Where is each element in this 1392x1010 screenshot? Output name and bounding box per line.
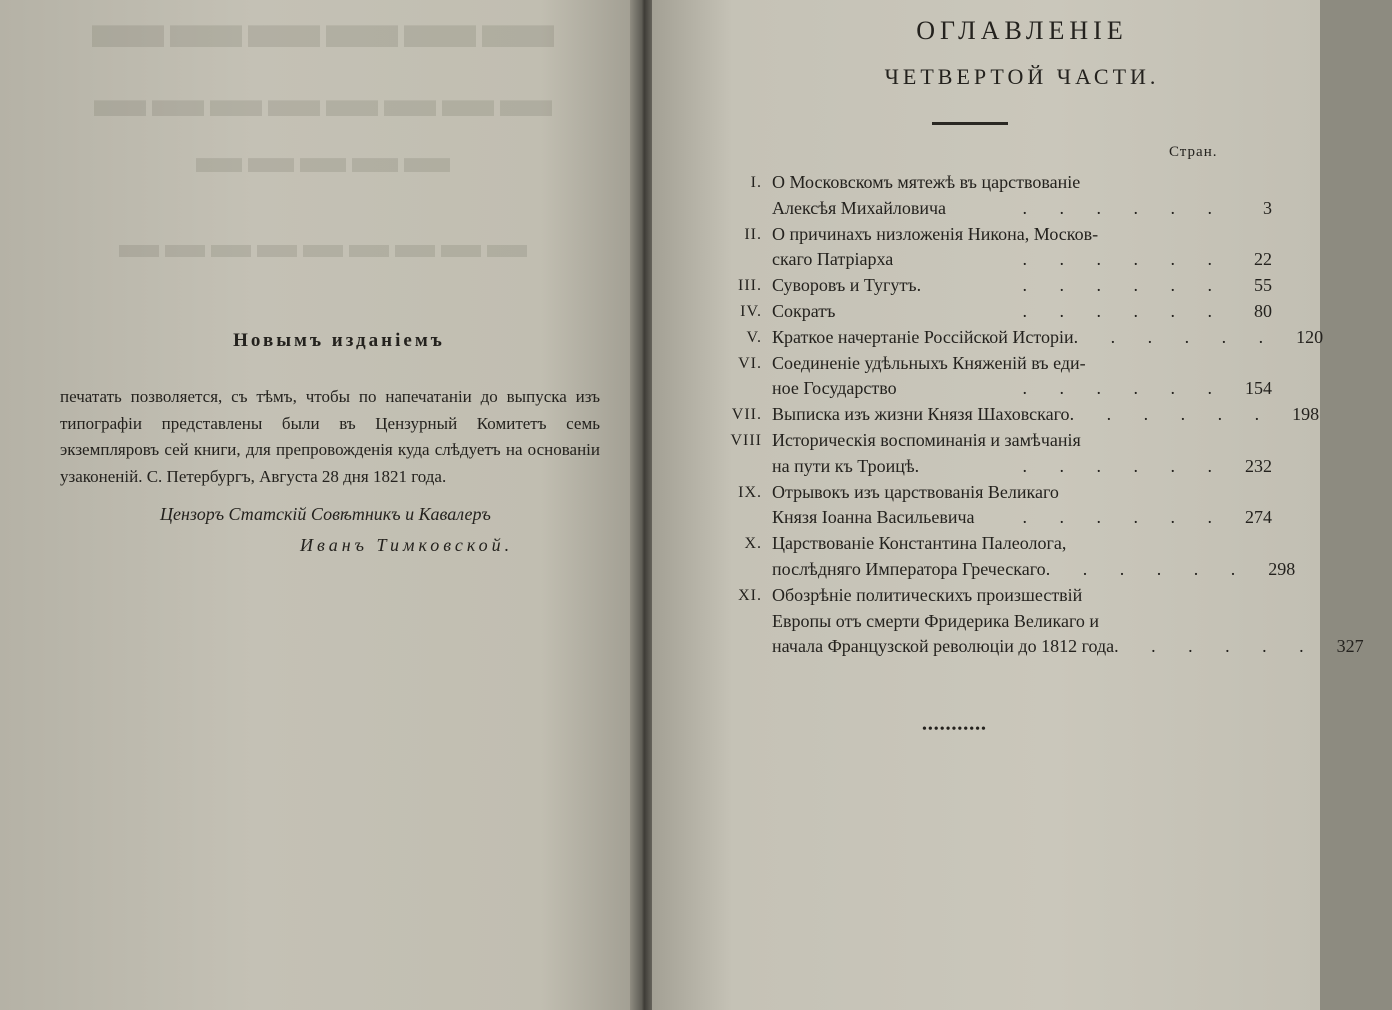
toc-entry xyxy=(692,402,1320,428)
toc-entry-line xyxy=(772,222,1272,248)
censor-heading: Новымъ изданіемъ xyxy=(233,330,445,351)
dot-leader: . . . . . . xyxy=(1022,197,1226,218)
toc-entry-text: Выписка изъ жизни Князя Шаховскаго xyxy=(772,404,1070,425)
toc-entry xyxy=(692,531,1296,583)
toc-entry-line xyxy=(772,402,1319,428)
page-column-label: Стран. xyxy=(1169,144,1218,160)
toc-page-number: 154 xyxy=(1245,378,1272,399)
dot-leader: . . . . . . xyxy=(1069,404,1274,425)
bleed-through-decoration: ▬▬▬▬▬ xyxy=(190,131,450,182)
toc-entry-number: X. xyxy=(744,535,762,553)
toc-page-number: 3 xyxy=(1263,197,1272,218)
dot-leader: . . . . . . xyxy=(1022,300,1226,321)
toc-entry-line xyxy=(772,170,1272,196)
toc-entry-line xyxy=(772,505,1272,531)
toc-page-number: 198 xyxy=(1292,404,1320,425)
toc-entry-line xyxy=(772,609,1364,635)
toc-entry-line xyxy=(772,557,1295,583)
toc-entry-text: Отрывокъ изъ царствованія Великаго xyxy=(772,481,1059,502)
toc-entry-number: II. xyxy=(744,225,762,243)
toc-subtitle: ЧЕТВЕРТОЙ ЧАСТИ. xyxy=(884,64,1160,89)
censorship-permission xyxy=(50,330,600,556)
dot-leader: . . . . . . xyxy=(1022,507,1226,528)
toc-entry-line xyxy=(772,634,1364,660)
toc-entry-line xyxy=(772,299,1272,325)
toc-entry-text: ное Государство xyxy=(772,378,897,399)
toc-entry-text: Царствованіе Константина Палеолога, xyxy=(772,533,1067,554)
toc-entry xyxy=(692,325,1324,351)
toc-entry-number: V. xyxy=(746,328,762,346)
toc-entry-text: послѣдняго Императора Греческаго xyxy=(772,558,1046,579)
toc-entry xyxy=(692,428,1272,480)
toc-entry-text: Суворовъ и Тугутъ. xyxy=(772,275,922,296)
toc-entry xyxy=(692,299,1272,325)
toc-entry-line xyxy=(772,454,1272,480)
toc-entry-text: Алексѣя Михайловича xyxy=(772,197,946,218)
bleed-through-decoration: ▬▬▬▬▬▬▬▬ xyxy=(88,71,552,128)
dot-leader: . . . . . . xyxy=(1022,378,1226,399)
left-page xyxy=(0,0,636,1010)
toc-page-number: 80 xyxy=(1254,300,1272,321)
toc-entry-line xyxy=(772,247,1272,273)
toc-entry-number: III. xyxy=(738,277,762,295)
toc-entry-line xyxy=(772,376,1272,402)
dot-leader: . . . . . . xyxy=(1022,455,1226,476)
toc-entry-text: начала Французской революціи до 1812 года xyxy=(772,636,1115,657)
toc-entry-text: Европы отъ смерти Фридерика Великаго и xyxy=(772,610,1100,631)
toc-page-number: 232 xyxy=(1245,455,1272,476)
toc-entry-text: Сократъ xyxy=(772,300,836,321)
bleed-through-decoration: ▬▬▬▬▬▬▬▬▬ xyxy=(113,221,527,266)
toc-entry-line xyxy=(772,196,1272,222)
toc-entry-text: Соединеніе удѣльныхъ Княженій въ еди- xyxy=(772,352,1086,373)
permission-text: печатать позволяется, съ тѣмъ, чтобы по напечатаніи до выпуска изъ типографіи представлены были въ Цензурный Комитетъ семь экземпляровъ сей книги, для препровожденія куда слѣдуетъ на основаніи узаконеній. С. Петербургъ, Августа 28 дня 1821 года. xyxy=(60,387,600,486)
toc-entry-line xyxy=(772,325,1323,351)
toc-page-number: 120 xyxy=(1296,326,1324,347)
toc-entry-number: VIII xyxy=(730,431,762,449)
dot-leader: . . . . . . xyxy=(1073,326,1278,347)
toc-entry-line xyxy=(772,480,1272,506)
toc-entry-line xyxy=(772,531,1295,557)
toc-entry-number: IV. xyxy=(740,302,762,320)
toc-page-number: 55 xyxy=(1254,275,1272,296)
bleed-through-decoration: ▬▬▬▬▬▬ xyxy=(86,0,554,63)
toc-entry xyxy=(692,222,1272,274)
toc-title: ОГЛАВЛЕНІЕ xyxy=(916,16,1128,45)
toc-entry-number: VI. xyxy=(738,354,762,372)
toc-entry-text: Историческія воспоминанія и замѣчанія xyxy=(772,429,1081,450)
title-rule xyxy=(932,122,1008,125)
toc-entry-text: О причинахъ низложенія Никона, Москов- xyxy=(772,223,1099,244)
toc-entry-text: на пути къ Троицѣ. xyxy=(772,455,920,476)
toc-entry-number: XI. xyxy=(738,586,762,604)
toc-page-number: 22 xyxy=(1254,249,1272,270)
end-ornament: ••••••••••• xyxy=(922,722,987,737)
toc-entry xyxy=(692,170,1272,222)
toc-page-number: 298 xyxy=(1268,558,1296,579)
toc-entry-text: О Московскомъ мятежѣ въ царствованіе xyxy=(772,172,1081,192)
toc-entry-text: скаго Патріарха xyxy=(772,249,894,270)
toc-entry-line xyxy=(772,583,1364,609)
toc-entry-line xyxy=(772,428,1272,454)
toc-entry-text: Краткое начертаніе Россійской Исторіи xyxy=(772,326,1074,347)
toc-entry xyxy=(692,583,1364,660)
toc-entry-line xyxy=(772,273,1272,299)
toc-entry-text: Князя Іоанна Васильевича xyxy=(772,507,975,528)
dot-leader: . . . . . . xyxy=(1022,275,1226,296)
dot-leader: . . . . . . xyxy=(1022,249,1226,270)
toc-entry-number: IX. xyxy=(738,483,762,501)
toc-page-number: 274 xyxy=(1245,507,1272,528)
toc-page-number: 327 xyxy=(1336,636,1364,657)
dot-leader: . . . . . . xyxy=(1114,636,1318,657)
table-of-contents xyxy=(692,170,1364,660)
toc-entry-text: Обозрѣніе политическихъ произшествій xyxy=(772,584,1083,605)
toc-entry-number: I. xyxy=(750,174,762,191)
right-page xyxy=(652,0,1364,1010)
toc-entry xyxy=(692,351,1272,403)
toc-entry-number: VII. xyxy=(731,406,762,424)
dot-leader: . . . . . . xyxy=(1045,558,1250,579)
censor-title-line: Цензоръ Статскій Совѣтникъ и Кавалеръ xyxy=(160,504,491,524)
toc-entry xyxy=(692,480,1272,532)
toc-entry xyxy=(692,273,1272,299)
toc-entry-line xyxy=(772,351,1272,377)
censor-name: Иванъ Тимковской. xyxy=(300,535,514,555)
